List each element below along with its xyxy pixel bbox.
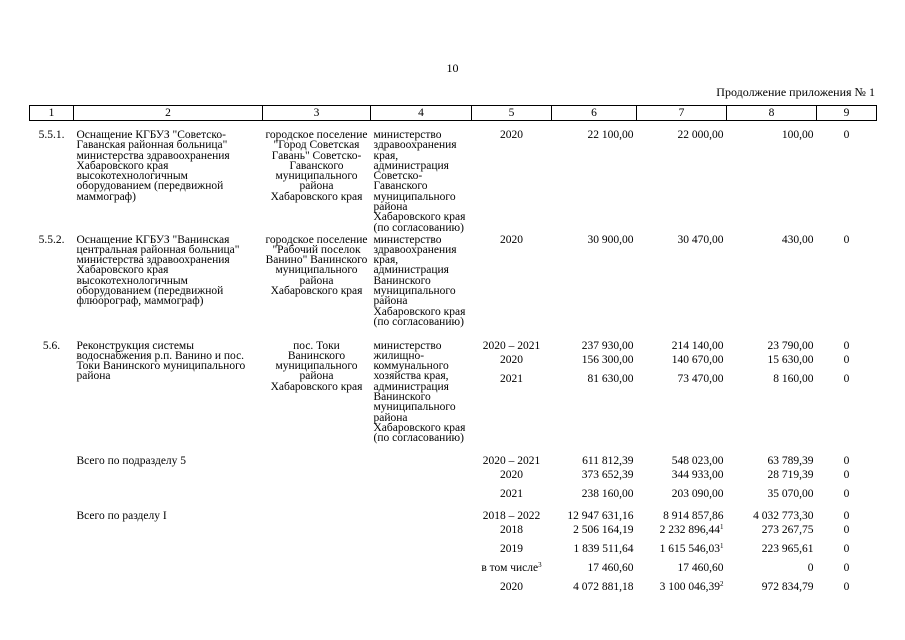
budget-table [29,105,877,601]
other-cell: 0 [843,523,850,536]
year-cell: 2020 [500,580,523,593]
item-name: Оснащение КГБУЗ "Советско-Гаванская районная больница" министерства здравоохранения Хабаровского края высокотехнологичным оборудованием (передвижной маммограф) [76,129,230,203]
subtotal-label: Всего по подразделу 5 [76,454,187,467]
item-other: 0 [843,129,850,141]
footnote-marker: 1 [720,522,724,531]
section-total-row [30,511,877,601]
other-cell: 0 [843,509,850,522]
municipal-cell: 223 965,61 [761,542,814,555]
column-header: 5 [472,106,552,121]
total-cell: 156 300,00 [581,353,634,366]
column-header: 3 [263,106,371,121]
item-regional: 22 000,00 [677,129,724,141]
item-executor: министерство здравоохранения края, администрация Ванинского муниципального района Хабаровского края (по согласованию) [373,233,466,328]
municipal-cell: 15 630,00 [767,353,814,366]
item-executor: министерство здравоохранения края, администрация Советско-Гаванского муниципального района Хабаровского края (по согласованию) [373,129,466,234]
regional-cell: 3 100 046,39$^2$ [659,579,724,593]
total-cell: 2 506 164,19 [573,523,634,536]
subtotal-row [30,456,877,511]
total-cell: 237 930,00 [581,339,634,352]
other-cell: 0 [843,353,850,366]
municipal-cell: 35 070,00 [767,487,814,500]
item-total: 22 100,00 [587,129,634,141]
other-cell: 0 [843,454,850,467]
item-number: 5.5.2. [38,233,65,246]
footnote-marker: 2 [720,579,724,588]
item-executor: министерство жилищно-коммунального хозяйства края, администрация Ванинского муниципального района Хабаровского края (по согласованию) [373,339,466,445]
other-cell: 0 [843,339,850,352]
item-name: Реконструкция системы водоснабжения р.п. Ванино и пос. Токи Ванинского муниципального района [76,339,246,383]
total-cell: 238 160,00 [581,487,634,500]
item-year: 2020 [500,129,523,141]
regional-cell: 2 232 896,44$^1$ [659,522,724,536]
regional-cell: 17 460,60 [677,561,724,574]
other-cell: 0 [843,580,850,593]
footnote-marker: 3 [538,560,542,569]
column-header: 8 [727,106,817,121]
regional-cell: 73 470,00 [677,372,724,385]
total-cell: 81 630,00 [587,372,634,385]
item-other: 0 [843,233,850,246]
municipal-cell: 28 719,39 [767,468,814,481]
year-cell: 2021 [500,487,523,500]
municipal-cell: 972 834,79 [761,580,814,593]
total-cell: 17 460,60 [587,561,634,574]
other-cell: 0 [843,487,850,500]
other-cell: 0 [843,542,850,555]
table-row [30,341,877,456]
item-total: 30 900,00 [587,233,634,246]
municipal-cell: 0 [807,561,814,574]
municipal-cell: 273 267,75 [761,523,814,536]
year-cell: 2018 [500,523,523,536]
regional-cell: 344 933,00 [671,468,724,481]
regional-cell: 140 670,00 [671,353,724,366]
item-name: Оснащение КГБУЗ "Ванинская центральная районная больница" министерства здравоохранения Хабаровского края высокотехнологичным оборудованием (передвижной флюорограф, маммограф) [76,233,240,308]
year-cell: 2019 [500,542,523,555]
item-municipal: 100,00 [781,129,814,141]
table-row [30,121,877,235]
column-header: 9 [817,106,877,121]
regional-cell: 214 140,00 [671,339,724,352]
table-header-row [30,106,877,121]
item-territory: городское поселение "Рабочий поселок Ванино" Ванинского муниципального района Хабаровского края [265,233,368,297]
total-cell: 1 839 511,64 [573,542,634,555]
item-territory: пос. Токи Ванинского муниципального района Хабаровского края [270,339,363,393]
other-cell: 0 [843,468,850,481]
item-territory: городское поселение "Город Советская Гавань" Советско-Гаванского муниципального района Хабаровского края [265,129,368,203]
total-cell: 373 652,39 [581,468,634,481]
section-total-label: Всего по разделу I [76,509,167,522]
year-cell: 2020 [500,468,523,481]
total-cell: 12 947 631,16 [567,509,634,522]
year-cell: 2020 – 2021 [482,454,541,467]
year-cell: 2020 – 2021 [482,339,541,352]
year-cell: 2018 – 2022 [482,509,541,522]
appendix-continuation-label: Продолжение приложения № 1 [716,85,875,99]
regional-cell: 1 615 546,03$^1$ [659,541,724,555]
municipal-cell: 23 790,00 [767,339,814,352]
municipal-cell: 4 032 773,30 [753,509,814,522]
item-year: 2020 [500,233,523,246]
item-regional: 30 470,00 [677,233,724,246]
column-header: 2 [74,106,263,121]
other-cell: 0 [843,561,850,574]
column-header: 4 [371,106,472,121]
municipal-cell: 63 789,39 [767,454,814,467]
footnote-marker: 1 [720,541,724,550]
total-cell: 611 812,39 [582,454,634,467]
column-header: 1 [30,106,74,121]
total-cell: 4 072 881,18 [573,580,634,593]
item-number: 5.6. [42,339,61,352]
year-cell: 2021 [500,372,523,385]
year-cell: 2020 [500,353,523,366]
table-row [30,235,877,341]
regional-cell: 203 090,00 [671,487,724,500]
year-cell: в том числе$^3$ [481,560,542,574]
item-number: 5.5.1. [38,129,65,141]
other-cell: 0 [843,372,850,385]
municipal-cell: 8 160,00 [773,372,814,385]
page-number: 10 [446,61,459,75]
item-municipal: 430,00 [781,233,814,246]
column-header: 6 [552,106,637,121]
column-header: 7 [637,106,727,121]
regional-cell: 8 914 857,86 [663,509,724,522]
regional-cell: 548 023,00 [671,454,724,467]
